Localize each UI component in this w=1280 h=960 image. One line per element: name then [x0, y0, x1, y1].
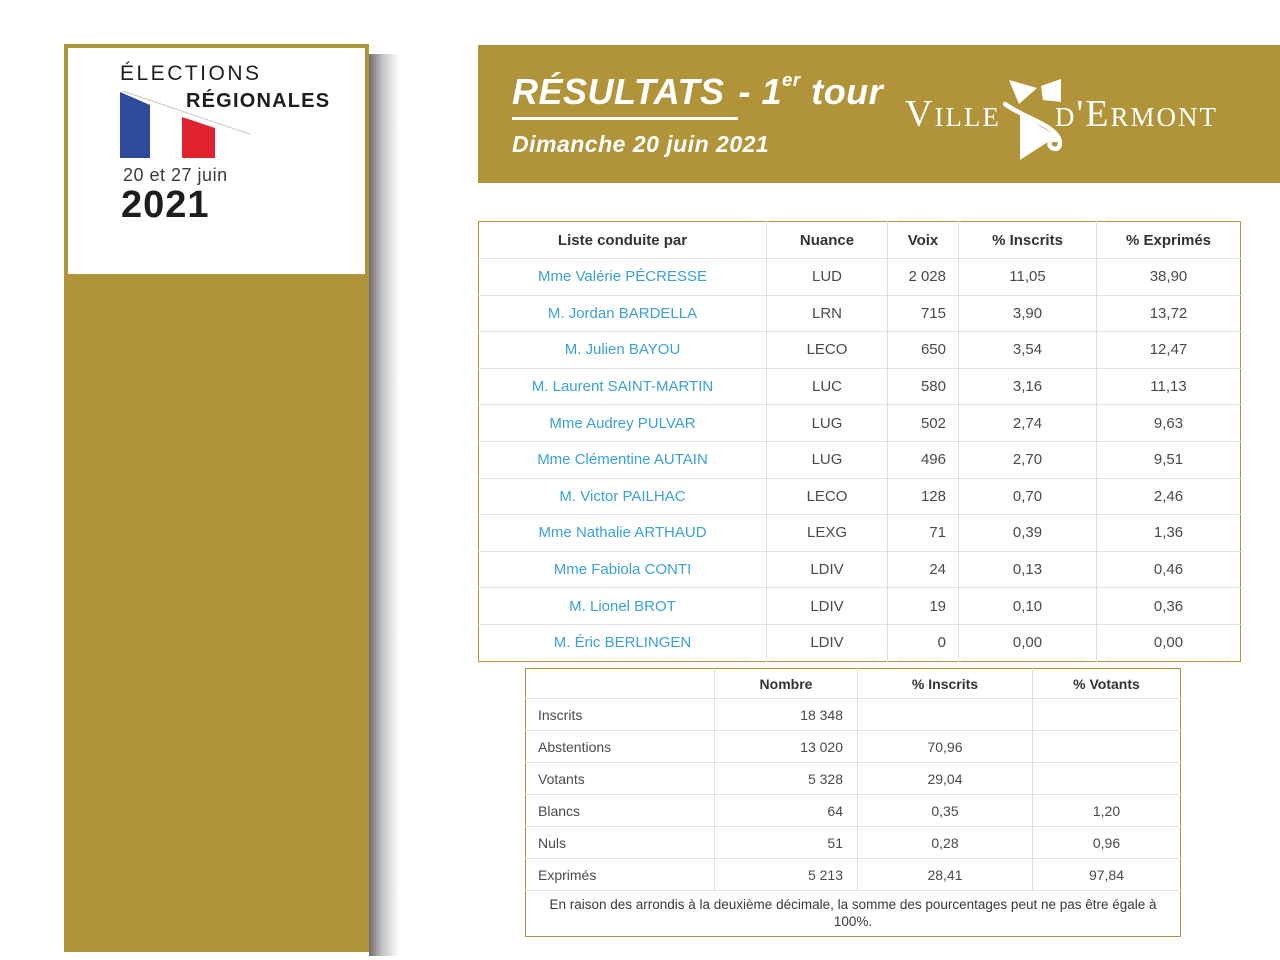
candidate-link[interactable]: M. Éric BERLINGEN: [479, 624, 767, 661]
table-row: [479, 405, 1241, 442]
logo-ville-text: Ville: [905, 93, 1001, 135]
nuance-cell: LDIV: [767, 588, 888, 625]
col-pct-votants: % Votants: [1073, 675, 1140, 692]
nuance-cell: LUD: [767, 259, 888, 296]
pct-inscrits-cell: 3,54: [959, 332, 1097, 369]
col-empty: [526, 669, 715, 699]
pct-exprimes-cell: 1,36: [1097, 515, 1241, 552]
table-row: [526, 827, 1181, 859]
nombre-cell: 51: [715, 827, 858, 859]
panel-drop-shadow: [369, 54, 399, 956]
table-row: [479, 259, 1241, 296]
candidate-link[interactable]: M. Jordan BARDELLA: [479, 295, 767, 332]
nuance-cell: LUC: [767, 368, 888, 405]
page-title: [512, 68, 884, 120]
date-subtitle: Dimanche 20 juin 2021: [512, 130, 770, 157]
table-row: [479, 588, 1241, 625]
candidate-link[interactable]: M. Laurent SAINT-MARTIN: [479, 368, 767, 405]
col-pct-inscrits: % Inscrits: [858, 669, 1033, 699]
rounding-note: En raison des arrondis à la deuxième décimale, la somme des pourcentages peut ne pas être égale à 100%.: [526, 891, 1181, 937]
pct-inscrits-cell: 28,41: [858, 859, 1033, 891]
title-tour: tour: [811, 70, 884, 112]
pct-inscrits-cell: 0,39: [959, 515, 1097, 552]
table-row: [479, 368, 1241, 405]
results-banner: [478, 45, 1280, 183]
pct-exprimes-cell: 11,13: [1097, 368, 1241, 405]
pct-inscrits-cell: 2,70: [959, 441, 1097, 478]
table-row: [479, 441, 1241, 478]
nuance-cell: LECO: [767, 332, 888, 369]
nuance-cell: LECO: [767, 478, 888, 515]
pct-exprimes-cell: 38,90: [1097, 259, 1241, 296]
table-row: [526, 731, 1181, 763]
candidate-link[interactable]: M. Julien BAYOU: [479, 332, 767, 369]
nombre-cell: 18 348: [715, 699, 858, 731]
nuance-cell: LDIV: [767, 551, 888, 588]
pct-exprimes-cell: 0,00: [1097, 624, 1241, 661]
pct-inscrits-cell: 0,00: [959, 624, 1097, 661]
col-nuance: Nuance: [767, 222, 888, 259]
summary-header-row: [526, 669, 1181, 699]
nombre-cell: 13 020: [715, 731, 858, 763]
pct-exprimes-cell: 0,46: [1097, 551, 1241, 588]
pct-exprimes-cell: 12,47: [1097, 332, 1241, 369]
pct-inscrits-cell: 29,04: [858, 763, 1033, 795]
row-label: Abstentions: [526, 731, 715, 763]
nombre-cell: 64: [715, 795, 858, 827]
row-label: Exprimés: [526, 859, 715, 891]
banner-text-block: [512, 68, 884, 158]
table-row: [479, 295, 1241, 332]
left-gold-panel: [64, 44, 369, 952]
pct-inscrits-cell: 2,74: [959, 405, 1097, 442]
voix-cell: 580: [888, 368, 959, 405]
candidate-link[interactable]: Mme Nathalie ARTHAUD: [479, 515, 767, 552]
candidate-link[interactable]: Mme Valérie PÉCRESSE: [479, 259, 767, 296]
nuance-cell: LRN: [767, 295, 888, 332]
title-superscript: er: [782, 68, 801, 90]
table-row: [526, 795, 1181, 827]
voix-cell: 128: [888, 478, 959, 515]
col-voix: Voix: [888, 222, 959, 259]
elections-regionales-card: [68, 48, 365, 274]
nombre-cell: 5 328: [715, 763, 858, 795]
voix-cell: 71: [888, 515, 959, 552]
nuance-cell: LUG: [767, 405, 888, 442]
title-dash-num: - 1: [738, 70, 782, 112]
table-row: [479, 551, 1241, 588]
voix-cell: 650: [888, 332, 959, 369]
pct-votants-cell: 1,20: [1033, 795, 1181, 827]
elections-title: ÉLECTIONS: [120, 62, 262, 85]
voix-cell: 2 028: [888, 259, 959, 296]
candidate-link[interactable]: Mme Fabiola CONTI: [479, 551, 767, 588]
voix-cell: 715: [888, 295, 959, 332]
pct-inscrits-cell: 3,90: [959, 295, 1097, 332]
row-label: Inscrits: [526, 699, 715, 731]
pct-exprimes-cell: 2,46: [1097, 478, 1241, 515]
table-row: [479, 515, 1241, 552]
results-header-row: [479, 222, 1241, 259]
nuance-cell: LUG: [767, 441, 888, 478]
pct-inscrits-cell: 0,10: [959, 588, 1097, 625]
pct-votants-cell: 0,96: [1033, 827, 1181, 859]
pct-inscrits-cell: 3,16: [959, 368, 1097, 405]
note-row: [526, 891, 1181, 937]
table-row: [479, 332, 1241, 369]
pct-exprimes-cell: 13,72: [1097, 295, 1241, 332]
table-row: [526, 699, 1181, 731]
results-table: [478, 221, 1241, 662]
candidate-link[interactable]: M. Lionel BROT: [479, 588, 767, 625]
col-pct-inscrits: % Inscrits: [959, 222, 1097, 259]
table-row: [479, 478, 1241, 515]
table-row: [526, 763, 1181, 795]
col-liste: Liste conduite par: [479, 222, 767, 259]
pct-exprimes-cell: 0,36: [1097, 588, 1241, 625]
pct-votants-cell: [1033, 699, 1181, 731]
participation-table: [525, 668, 1181, 937]
nuance-cell: LEXG: [767, 515, 888, 552]
pct-votants-cell: [1033, 731, 1181, 763]
pct-exprimes-cell: 9,51: [1097, 441, 1241, 478]
col-pct-exprimes: % Exprimés: [1125, 231, 1212, 249]
candidate-link[interactable]: Mme Audrey PULVAR: [479, 405, 767, 442]
voix-cell: 19: [888, 588, 959, 625]
row-label: Blancs: [526, 795, 715, 827]
pct-inscrits-cell: 11,05: [959, 259, 1097, 296]
pct-inscrits-cell: 0,35: [858, 795, 1033, 827]
row-label: Votants: [526, 763, 715, 795]
pct-inscrits-cell: 70,96: [858, 731, 1033, 763]
election-year: 2021: [121, 184, 210, 226]
pct-inscrits-cell: 0,13: [959, 551, 1097, 588]
regionales-title: RÉGIONALES: [186, 90, 331, 112]
pct-exprimes-cell: 9,63: [1097, 405, 1241, 442]
ville-ermont-logo: [905, 60, 1218, 168]
pct-inscrits-cell: 0,70: [959, 478, 1097, 515]
pct-votants-cell: 97,84: [1033, 859, 1181, 891]
voix-cell: 0: [888, 624, 959, 661]
pct-votants-cell: [1033, 763, 1181, 795]
nuance-cell: LDIV: [767, 624, 888, 661]
candidate-link[interactable]: M. Victor PAILHAC: [479, 478, 767, 515]
col-nombre: Nombre: [715, 669, 858, 699]
nombre-cell: 5 213: [715, 859, 858, 891]
title-resultats: RÉSULTATS: [512, 71, 738, 120]
row-label: Nuls: [526, 827, 715, 859]
table-row: [526, 859, 1181, 891]
candidate-link[interactable]: Mme Clémentine AUTAIN: [479, 441, 767, 478]
election-dates: 20 et 27 juin: [123, 165, 228, 185]
table-row: [479, 624, 1241, 661]
voix-cell: 24: [888, 551, 959, 588]
logo-ermont-text: d'Ermont: [1054, 93, 1218, 135]
voix-cell: 496: [888, 441, 959, 478]
voix-cell: 502: [888, 405, 959, 442]
pct-inscrits-cell: 0,28: [858, 827, 1033, 859]
pct-inscrits-cell: [858, 699, 1033, 731]
